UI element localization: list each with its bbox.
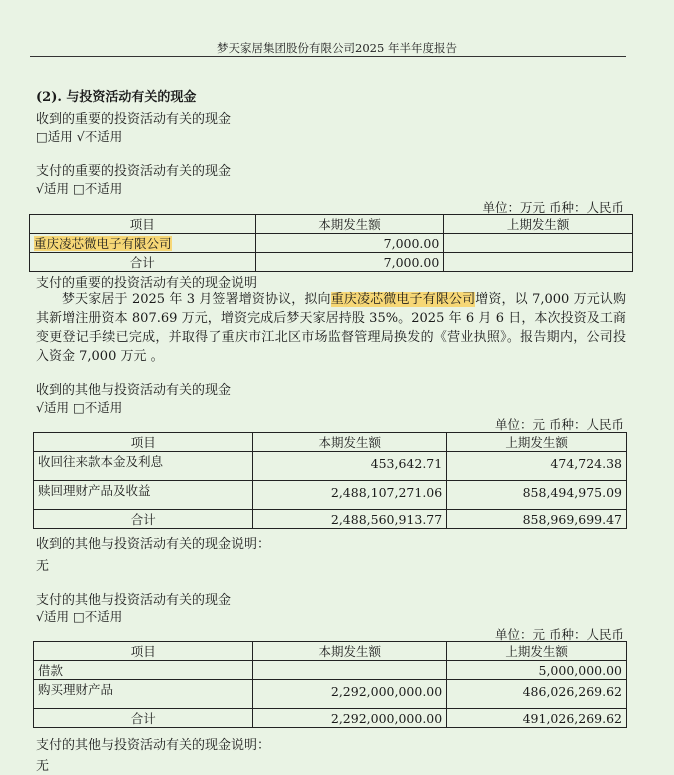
important-paid-applicability: √适用 □不适用 [36, 181, 123, 196]
other-received-note: 无 [36, 559, 50, 574]
other-paid-title: 支付的其他与投资活动有关的现金 [36, 593, 232, 608]
row-current: 453,642.71 [253, 452, 447, 481]
column-header: 本期发生额 [253, 433, 447, 452]
table-row [34, 661, 627, 680]
important-paid-table [29, 214, 633, 272]
row-prior: 486,026,269.62 [447, 680, 627, 709]
other-received-table [33, 432, 627, 529]
total-current: 2,488,560,913.77 [253, 510, 447, 529]
note-text: 梦天家居于 2025 年 3 月签署增资协议，拟向 [62, 292, 331, 307]
highlighted-company: 重庆凌芯微电子有限公司 [34, 236, 172, 251]
table-header-row [30, 215, 633, 234]
row-current: 2,488,107,271.06 [253, 481, 447, 510]
table-total-row [30, 253, 633, 272]
other-paid-note-title: 支付的其他与投资活动有关的现金说明： [36, 738, 271, 753]
column-header: 本期发生额 [253, 642, 447, 661]
total-label: 合计 [34, 510, 253, 529]
row-current: 7,000.00 [255, 234, 444, 253]
column-header: 项目 [30, 215, 256, 234]
important-paid-note-title: 支付的重要的投资活动有关的现金说明 [36, 276, 258, 291]
table-row [34, 680, 627, 709]
table-header-row [34, 642, 627, 661]
row-item: 借款 [34, 661, 253, 680]
important-paid-note [36, 290, 626, 366]
other-received-note-title: 收到的其他与投资活动有关的现金说明： [36, 537, 271, 552]
row-item: 收回往来款本金及利息 [34, 452, 253, 481]
table-total-row [34, 709, 627, 728]
highlighted-company: 重庆凌芯微电子有限公司 [330, 292, 476, 307]
row-item [30, 234, 256, 253]
column-header: 上期发生额 [444, 215, 633, 234]
table-header-row [34, 433, 627, 452]
row-item: 赎回理财产品及收益 [34, 481, 253, 510]
total-prior: 491,026,269.62 [447, 709, 627, 728]
other-paid-unit: 单位：元 币种：人民币 [495, 627, 624, 642]
other-received-title: 收到的其他与投资活动有关的现金 [36, 383, 232, 398]
other-paid-note: 无 [36, 759, 50, 774]
row-current: 2,292,000,000.00 [253, 680, 447, 709]
page-header: 梦天家居集团股份有限公司2025 年半年度报告 [217, 41, 457, 55]
total-prior: 858,969,699.47 [447, 510, 627, 529]
column-header: 项目 [34, 433, 253, 452]
row-current [253, 661, 447, 680]
other-received-unit: 单位：元 币种：人民币 [495, 417, 624, 432]
total-prior [444, 253, 633, 272]
important-received-title: 收到的重要的投资活动有关的现金 [36, 112, 232, 127]
column-header: 上期发生额 [447, 433, 627, 452]
row-prior [444, 234, 633, 253]
table-row [34, 481, 627, 510]
total-label: 合计 [34, 709, 253, 728]
important-paid-title: 支付的重要的投资活动有关的现金 [36, 164, 232, 179]
important-received-applicability: □适用 √不适用 [36, 129, 123, 144]
row-prior: 474,724.38 [447, 452, 627, 481]
other-paid-table [33, 641, 627, 728]
column-header: 上期发生额 [447, 642, 627, 661]
table-row [34, 452, 627, 481]
column-header: 项目 [34, 642, 253, 661]
column-header: 本期发生额 [255, 215, 444, 234]
row-item: 购买理财产品 [34, 680, 253, 709]
total-current: 2,292,000,000.00 [253, 709, 447, 728]
row-prior: 858,494,975.09 [447, 481, 627, 510]
other-paid-applicability: √适用 □不适用 [36, 609, 123, 624]
other-received-applicability: √适用 □不适用 [36, 400, 123, 415]
table-row [30, 234, 633, 253]
total-label: 合计 [30, 253, 256, 272]
section-title: (2). 与投资活动有关的现金 [36, 90, 197, 105]
header-rule [30, 56, 626, 57]
table-total-row [34, 510, 627, 529]
row-prior: 5,000,000.00 [447, 661, 627, 680]
total-current: 7,000.00 [255, 253, 444, 272]
note-text: 增资，以 7,000 万元认购其新增注册资本 807.69 万元，增资完成后梦天家居持股 35%。2025 年 6 月 6 日，本次投资及工商变更登记手续已完成，并取得了重庆市江北区市场监督管理局换发的《营业执照》。报告期内，公司投入资金 7,000 万元 。 [36, 292, 626, 364]
important-paid-unit: 单位：万元 币种：人民币 [482, 200, 624, 215]
